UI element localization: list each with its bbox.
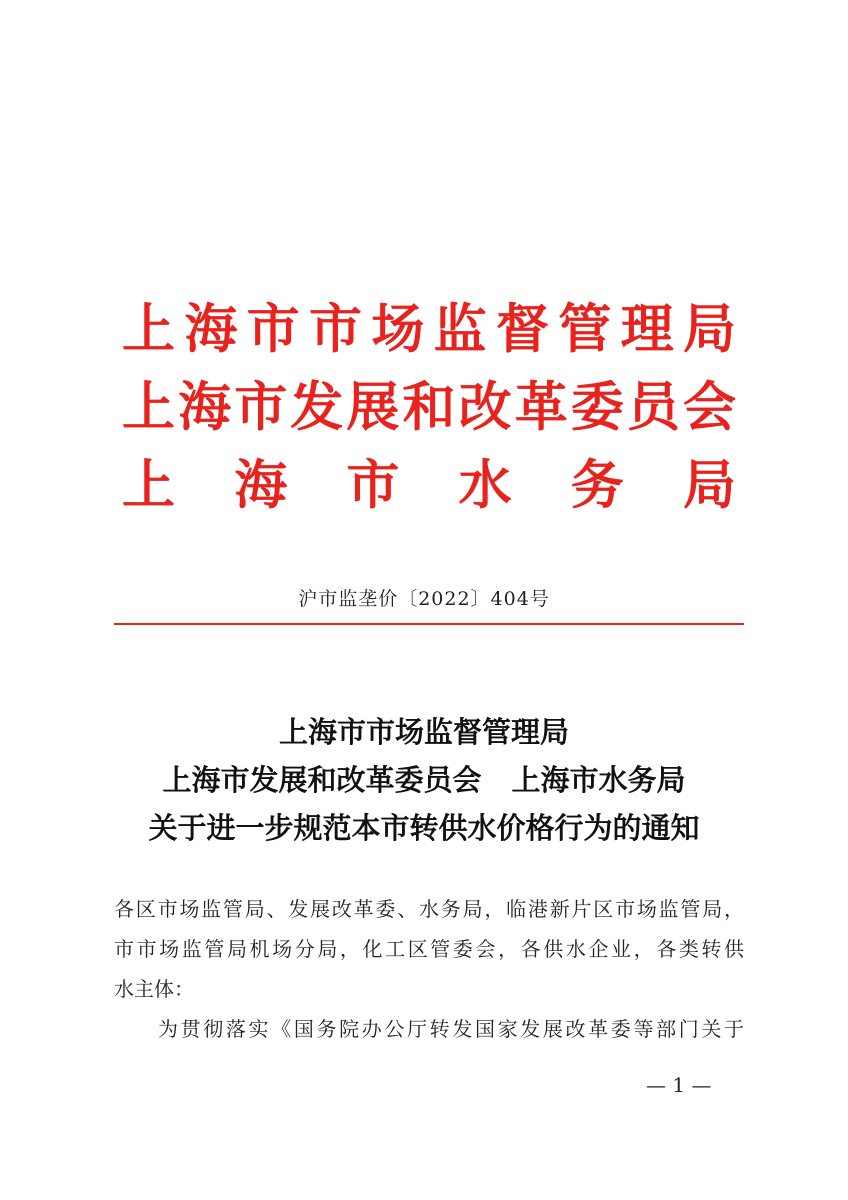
- issuer-market-supervision: 上海市市场监督管理局: [122, 298, 736, 360]
- addressee-line: 市市场监管局机场分局，化工区管委会，各供水企业，各类转供: [114, 937, 744, 961]
- issuing-authorities: [122, 290, 736, 524]
- title-line-2: [0, 756, 848, 804]
- title-line-2-first: 上海市发展和改革委员会: [162, 763, 482, 797]
- document-body: [114, 889, 744, 1049]
- document-title: [0, 708, 848, 852]
- title-line-1: 上海市市场监督管理局: [278, 715, 569, 749]
- addressee-line: 各区市场监管局、发展改革委、水务局，临港新片区市场监管局，: [114, 897, 744, 921]
- issuer-water-affairs: 上 海 市 水 务 局: [122, 454, 736, 516]
- page-number: — 1 —: [646, 1073, 712, 1097]
- paragraph-first-line: 为贯彻落实《国务院办公厅转发国家发展改革委等部门关于: [158, 1017, 744, 1041]
- title-line-3: 关于进一步规范本市转供水价格行为的通知: [148, 811, 700, 845]
- addressee-line: 水主体：: [114, 977, 194, 1001]
- title-line-2-second: 上海市水务局: [511, 763, 686, 797]
- issuer-development-reform: 上海市发展和改革委员会: [122, 376, 736, 438]
- red-separator-line: [114, 623, 744, 625]
- document-number: 沪市监垄价〔2022〕404号: [298, 588, 550, 610]
